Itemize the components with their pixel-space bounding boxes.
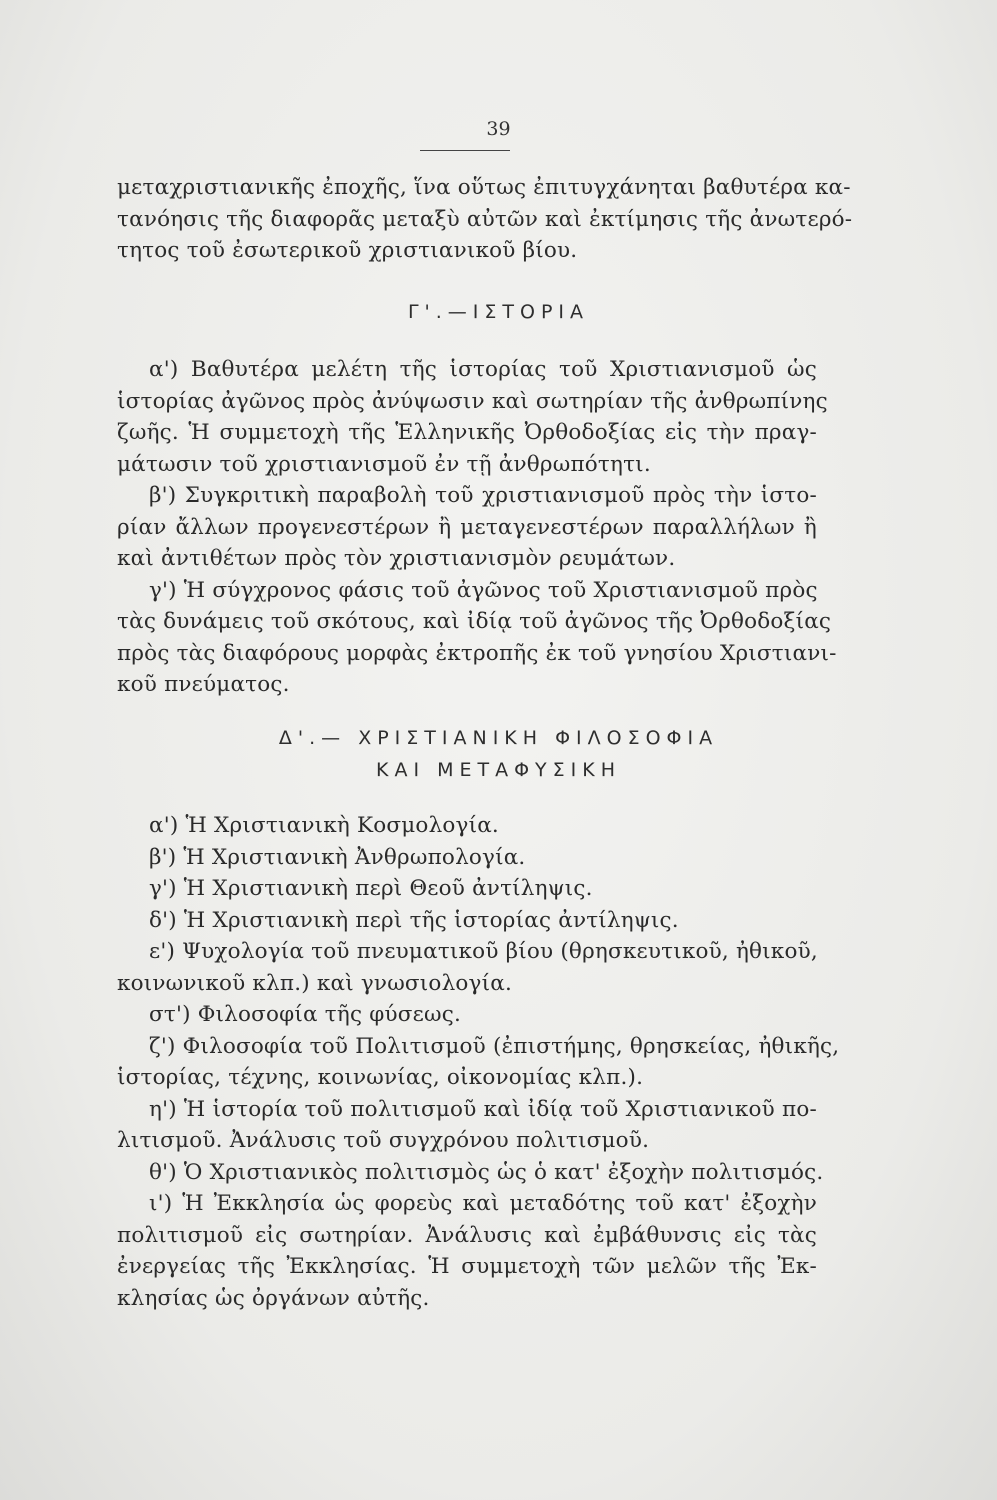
text-line: κοῦ πνεύματος. [117, 672, 290, 697]
text-line: λιτισμοῦ. Ἀνάλυσις τοῦ συγχρόνου πολιτισμοῦ. [117, 1128, 650, 1153]
heading-text: Γ'.—ΙΣΤΟΡΙΑ [407, 301, 590, 323]
section-heading-history [0, 296, 997, 328]
text-line: κλησίας ὡς ὀργάνων αὐτῆς. [117, 1285, 430, 1311]
text-line: πρὸς τὰς διαφόρους μορφὰς ἐκτροπῆς ἐκ τοῦ γνησίου Χριστιανι- [117, 640, 837, 666]
text-line: καὶ ἀντιθέτων πρὸς τὸν χριστιανισμὸν ρευμάτων. [117, 546, 676, 571]
text-line: α') Βαθυτέρα μελέτη τῆς ἱστορίας τοῦ Χριστιανισμοῦ ὡς [149, 357, 817, 382]
list-item: γ') Ἡ Χριστιανικὴ περὶ Θεοῦ ἀντίληψις. [149, 876, 593, 901]
text-line: ἱστορίας, τέχνης, κοινωνίας, οἰκονομίας κλπ.). [117, 1065, 644, 1090]
text-line: τανόησις τῆς διαφορᾶς μεταξὺ αὐτῶν καὶ ἐκτίμησις τῆς ἀνωτερό- [117, 206, 853, 232]
section-heading-philosophy [0, 722, 997, 786]
text-line: ι') Ἡ Ἐκκλησία ὡς φορεὺς καὶ μεταδότης τοῦ κατ' ἐξοχὴν [149, 1191, 817, 1216]
text-line: θ') Ὁ Χριστιανικὸς πολιτισμὸς ὡς ὁ κατ' ἐξοχὴν πολιτισμός. [149, 1159, 824, 1185]
text-line: πολιτισμοῦ εἰς σωτηρίαν. Ἀνάλυσις καὶ ἐμβάθυνσις εἰς τὰς [117, 1222, 817, 1248]
text-line: τητος τοῦ ἐσωτερικοῦ χριστιανικοῦ βίου. [117, 238, 578, 263]
text-line: η') Ἡ ἱστορία τοῦ πολιτισμοῦ καὶ ἰδίᾳ τοῦ Χριστιανικοῦ πο- [149, 1096, 817, 1122]
list-item: στ') Φιλοσοφία τῆς φύσεως. [149, 1002, 461, 1027]
history-section-body [117, 354, 837, 701]
text-line: τὰς δυνάμεις τοῦ σκότους, καὶ ἰδίᾳ τοῦ ἀγῶνος τῆς Ὀρθοδοξίας [117, 609, 832, 634]
text-line: β') Συγκριτικὴ παραβολὴ τοῦ χριστιανισμοῦ πρὸς τὴν ἱστο- [149, 483, 817, 508]
text-line: μεταχριστιανικῆς ἐποχῆς, ἵνα οὕτως ἐπιτυγχάνηται βαθυτέρα κα- [117, 175, 851, 200]
heading-text: ΚΑΙ ΜΕΤΑΦΥΣΙΚΗ [375, 759, 622, 781]
text-line: ἱστορίας ἀγῶνος πρὸς ἀνύψωσιν καὶ σωτηρίαν τῆς ἀνθρωπίνης [117, 388, 828, 414]
text-line: μάτωσιν τοῦ χριστιανισμοῦ ἐν τῇ ἀνθρωπότητι. [117, 451, 651, 477]
page-number: 39 [486, 118, 511, 140]
text-line: ζ') Φιλοσοφία τοῦ Πολιτισμοῦ (ἐπιστήμης, θρησκείας, ἠθικῆς, [149, 1033, 840, 1059]
intro-paragraph [117, 172, 853, 267]
list-item: β') Ἡ Χριστιανικὴ Ἀνθρωπολογία. [149, 844, 526, 870]
text-line: ρίαν ἄλλων προγενεστέρων ἢ μεταγενεστέρων παραλλήλων ἢ [117, 514, 817, 540]
text-line: κοινωνικοῦ κλπ.) καὶ γνωσιολογία. [117, 970, 512, 996]
text-line: ἐνεργείας τῆς Ἐκκλησίας. Ἡ συμμετοχὴ τῶν μελῶν τῆς Ἐκ- [117, 1254, 817, 1279]
list-item: δ') Ἡ Χριστιανικὴ περὶ τῆς ἱστορίας ἀντίληψις. [149, 907, 679, 933]
text-line: ζωῆς. Ἡ συμμετοχὴ τῆς Ἑλληνικῆς Ὀρθοδοξίας εἰς τὴν πραγ- [117, 420, 817, 445]
page-number-rule [420, 150, 510, 151]
text-line: ε') Ψυχολογία τοῦ πνευματικοῦ βίου (θρησκευτικοῦ, ἠθικοῦ, [149, 939, 818, 964]
philosophy-section-body [117, 810, 840, 1314]
heading-text: Δ'.— ΧΡΙΣΤΙΑΝΙΚΗ ΦΙΛΟΣΟΦΙΑ [278, 727, 719, 749]
text-line: γ') Ἡ σύγχρονος φάσις τοῦ ἀγῶνος τοῦ Χριστιανισμοῦ πρὸς [149, 577, 818, 603]
list-item: α') Ἡ Χριστιανικὴ Κοσμολογία. [149, 813, 499, 838]
